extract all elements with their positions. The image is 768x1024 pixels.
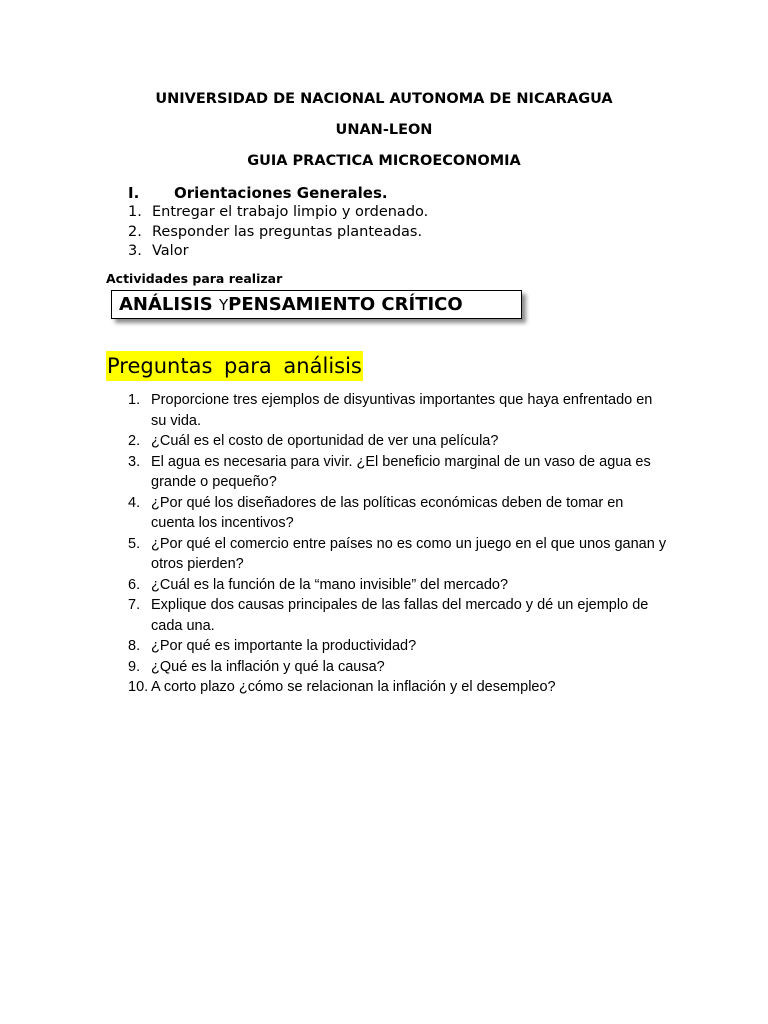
question-text: ¿Por qué el comercio entre países no es como un juego en el que unos ganan y otros pierden? <box>151 535 667 572</box>
question-item <box>128 390 668 431</box>
question-text: Proporcione tres ejemplos de disyuntivas importantes que haya enfrentado en su vida. <box>151 392 653 429</box>
question-number: 8. <box>128 638 141 654</box>
question-text: ¿Por qué los diseñadores de las políticas económicas deben de tomar en cuenta los incentivos? <box>151 494 624 531</box>
box-text-connector: Y <box>219 296 229 314</box>
question-text: ¿Qué es la inflación y qué la causa? <box>151 658 385 675</box>
question-item <box>128 431 668 452</box>
question-item <box>128 575 668 596</box>
list-item-number: 2. <box>128 223 142 240</box>
question-number: 5. <box>128 535 141 552</box>
question-item <box>128 636 668 657</box>
box-text-analysis: ANÁLISIS <box>119 294 213 315</box>
activities-label: Actividades para realizar <box>106 271 283 286</box>
question-number: 7. <box>128 597 141 613</box>
question-number: 3. <box>128 453 141 470</box>
list-item-number: 1. <box>128 204 142 220</box>
box-text-critical: PENSAMIENTO CRÍTICO <box>228 294 463 315</box>
section-heading <box>128 184 388 202</box>
question-item <box>128 657 668 678</box>
orientation-list <box>128 203 428 262</box>
question-text: Explique dos causas principales de las fallas del mercado y dé un ejemplo de cada una. <box>151 597 649 634</box>
question-number: 2. <box>128 433 141 449</box>
university-title: UNIVERSIDAD DE NACIONAL AUTONOMA DE NICARAGUA <box>155 91 613 107</box>
campus-title: UNAN-LEON <box>335 122 433 138</box>
question-item <box>128 595 668 636</box>
list-item-text: Entregar el trabajo limpio y ordenado. <box>152 204 429 220</box>
question-number: 4. <box>128 494 141 511</box>
question-number: 1. <box>128 392 141 408</box>
question-text: A corto plazo ¿cómo se relacionan la inflación y el desempleo? <box>151 679 556 695</box>
questions-list <box>128 390 668 698</box>
question-number: 9. <box>128 658 141 675</box>
question-item <box>128 452 668 493</box>
question-item <box>128 677 668 698</box>
list-item-number: 3. <box>128 243 142 260</box>
question-text: El agua es necesaria para vivir. ¿El beneficio marginal de un vaso de agua es grande o pequeño? <box>151 453 651 490</box>
questions-heading: Preguntas para análisis <box>106 351 363 381</box>
list-item-text: Valor <box>152 243 189 260</box>
question-item <box>128 493 668 534</box>
question-number: 10. <box>128 679 149 695</box>
question-text: ¿Por qué es importante la productividad? <box>151 638 417 654</box>
list-item <box>128 242 428 262</box>
section-numeral: I. <box>128 184 140 202</box>
section-title: Orientaciones Generales. <box>174 184 388 202</box>
question-number: 6. <box>128 576 141 593</box>
guide-title: GUIA PRACTICA MICROECONOMIA <box>247 153 521 169</box>
analysis-critical-thinking-box <box>111 290 522 319</box>
list-item <box>128 223 428 243</box>
list-item-text: Responder las preguntas planteadas. <box>152 223 423 240</box>
question-item <box>128 534 668 575</box>
list-item <box>128 203 428 223</box>
question-text: ¿Cuál es la función de la “mano invisible” del mercado? <box>151 576 509 593</box>
question-text: ¿Cuál es el costo de oportunidad de ver una película? <box>151 433 499 449</box>
